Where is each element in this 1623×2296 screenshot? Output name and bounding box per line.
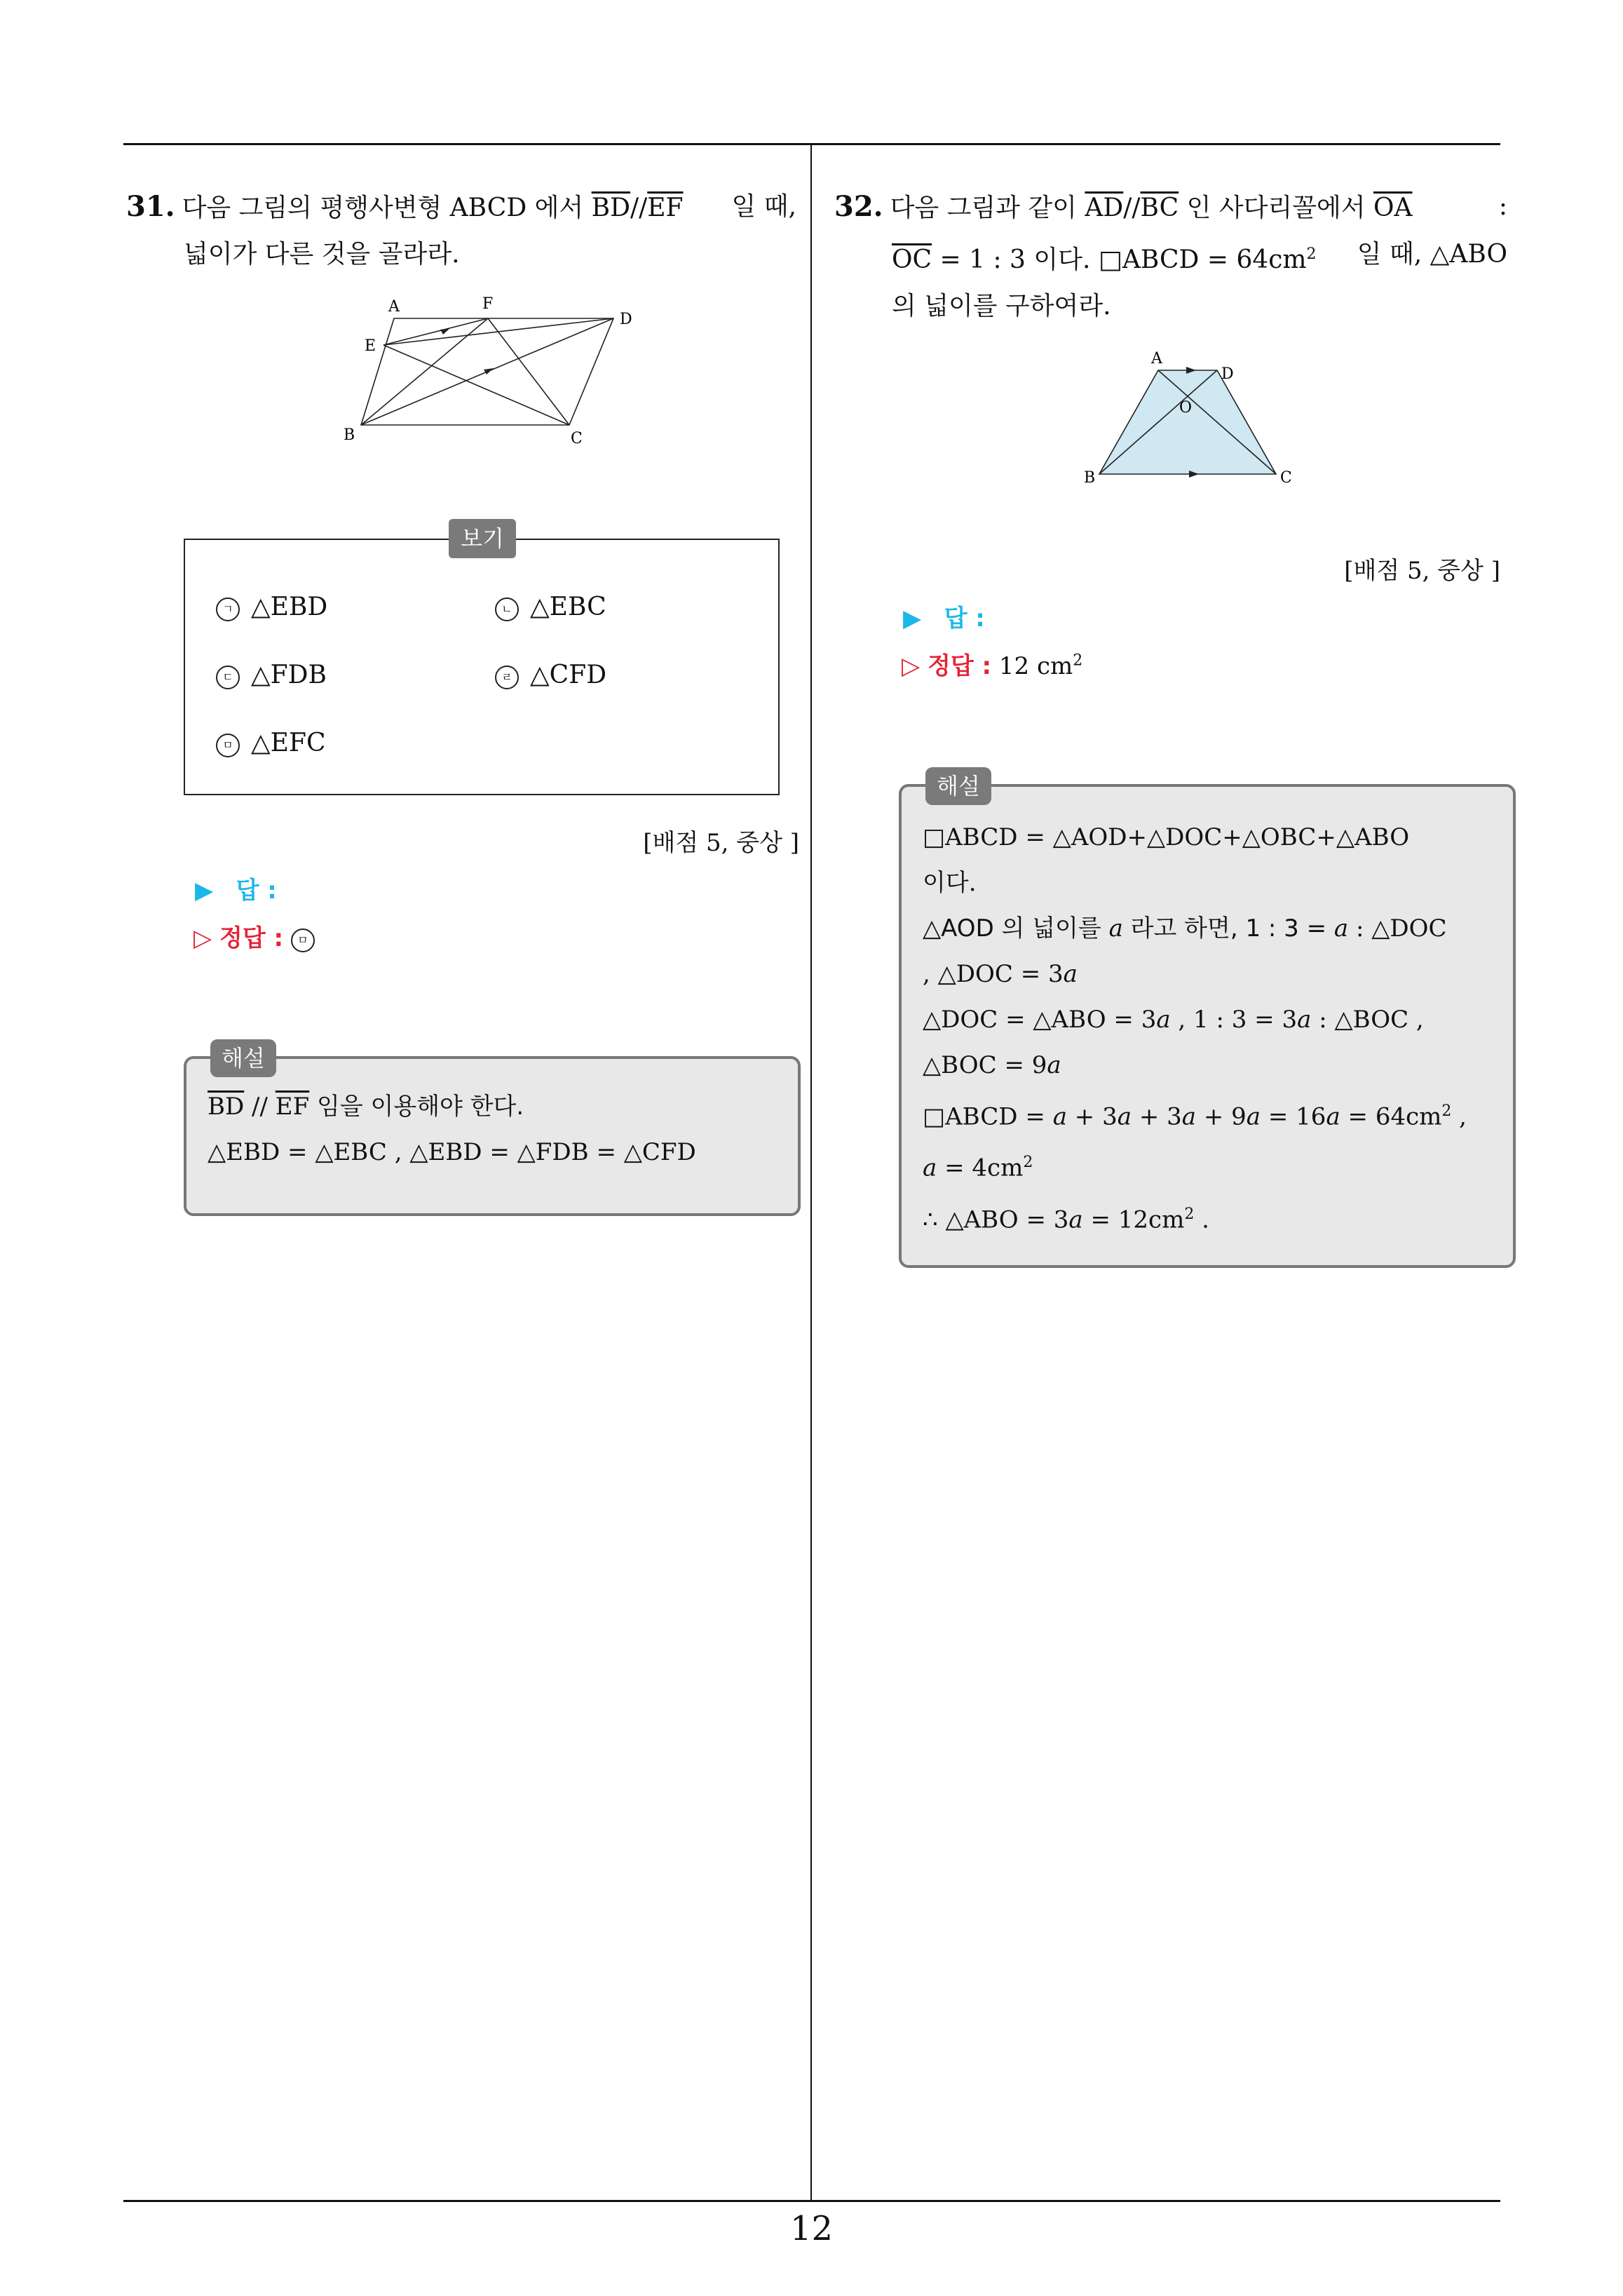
q32-exp-line2: 이다.	[923, 869, 977, 897]
label-a: A	[1151, 350, 1162, 367]
q31-explanation	[184, 1045, 801, 1216]
q32-exp-line5	[923, 997, 1498, 1043]
bottom-rule	[123, 2200, 1500, 2202]
var-a: a	[1333, 914, 1349, 943]
explanation-label: 해설	[210, 1039, 276, 1077]
q31-line2: 넓이가 다른 것을 골라라.	[184, 240, 460, 269]
answer-label: 답 :	[236, 877, 277, 905]
q32-line3: 의 넓이를 구하여라.	[892, 292, 1111, 320]
q32-text-b: 인 사다리꼴에서	[1186, 194, 1366, 222]
q32-text-end: 일 때, △ABO	[1357, 240, 1507, 269]
var-a: a	[1047, 1051, 1061, 1079]
q31-parallel: //	[630, 194, 648, 222]
q31-exp-line2: △EBD = △EBC , △EBD = △FDB = △CFD	[208, 1138, 696, 1166]
option-text: △EFC	[251, 729, 326, 757]
t: .	[1202, 1205, 1209, 1234]
correct-sup: 2	[1073, 651, 1083, 670]
t: : △DOC	[1356, 914, 1447, 943]
q31-seg-bd: $\overline{BD}$	[591, 194, 630, 222]
option-text: △EBD	[251, 593, 328, 621]
var-a: a	[1246, 1102, 1261, 1131]
q31-correct-line	[193, 919, 326, 953]
t: 라고 하면, 1 : 3 =	[1130, 914, 1327, 943]
q32-exp-line8	[923, 1140, 1498, 1191]
t: , △DOC = 3	[923, 960, 1064, 988]
trapezoid-abcd	[1099, 370, 1276, 474]
q31-exp-line1	[208, 1084, 696, 1130]
page-number: 12	[789, 2209, 834, 2248]
exp-text: 임을 이용해야 한다.	[309, 1093, 524, 1121]
var-a: a	[1063, 960, 1078, 988]
t: : △BOC ,	[1319, 1006, 1424, 1034]
bogi-box	[184, 525, 780, 795]
q32-parallel: //	[1123, 194, 1141, 222]
t: = 64cm	[1347, 1102, 1442, 1131]
label-d: D	[620, 311, 632, 328]
label-c: C	[571, 430, 583, 447]
label-o: O	[1179, 399, 1193, 417]
option-3	[216, 661, 327, 689]
q32-seg-bc: $\overline{BC}$	[1140, 194, 1179, 222]
q32-line1	[834, 184, 1507, 231]
q32-seg-oa: $\overline{OA}$	[1373, 194, 1413, 222]
option-1	[216, 593, 327, 621]
seg-ef: $\overline{EF}$	[275, 1093, 310, 1121]
var-a: a	[1108, 914, 1123, 943]
q31-number: 31.	[126, 190, 175, 223]
q32-exp-line6	[923, 1043, 1498, 1088]
q32-exp-line7: □ABCD = $a + 3a + 3a + 9a = 16a = 64cm^2$ ,	[923, 1102, 1467, 1131]
option-2	[495, 593, 606, 621]
arrow-bd	[484, 368, 494, 374]
q31-parallelogram-figure	[337, 296, 645, 464]
var-a: a	[1326, 1102, 1340, 1131]
q32-answer-line	[903, 599, 985, 633]
option-marker: ㄹ	[495, 666, 519, 689]
play-arrow-icon: ▶	[195, 877, 214, 905]
q32-exp-line9	[923, 1191, 1498, 1243]
q32-ratio: = 1 : 3 이다.	[939, 245, 1091, 274]
q32-trapezoid-figure	[1073, 342, 1325, 497]
q32-text-a: 다음 그림과 같이	[890, 194, 1077, 222]
t: , 1 : 3 = 3	[1178, 1006, 1298, 1034]
outline-arrow-icon: ▷	[902, 652, 921, 680]
segment-fc	[488, 318, 569, 425]
q31-seg-ef: $\overline{EF}$	[647, 194, 684, 222]
q32-number: 32.	[834, 190, 883, 223]
t: + 3	[1139, 1102, 1182, 1131]
q32-line2	[834, 231, 1507, 283]
label-b: B	[1084, 469, 1096, 487]
t: + 3	[1074, 1102, 1118, 1131]
q32-score: [배점 5, 중상 ]	[1344, 557, 1500, 585]
q31-text-a: 다음 그림의 평행사변형 ABCD 에서	[182, 194, 584, 222]
question-31	[126, 184, 799, 1166]
label-d: D	[1221, 365, 1234, 383]
sup: 2	[1441, 1102, 1452, 1120]
option-marker: ㅁ	[216, 734, 240, 757]
play-arrow-icon: ▶	[903, 605, 922, 633]
option-text: △CFD	[530, 661, 607, 689]
label-b: B	[344, 426, 355, 444]
explanation-label: 해설	[925, 767, 991, 805]
seg-bd: $\overline{BD}$	[208, 1093, 245, 1121]
correct-label: 정답 :	[927, 652, 992, 680]
t: = 12cm	[1090, 1205, 1185, 1234]
t: △BOC = 9	[923, 1051, 1047, 1079]
q32-seg-ad: $\overline{AD}$	[1085, 194, 1124, 222]
sup: 2	[1023, 1154, 1033, 1172]
t: □ABCD =	[923, 1102, 1045, 1131]
var-a: a	[1297, 1006, 1312, 1034]
q31-score: [배점 5, 중상 ]	[643, 829, 799, 857]
bogi-label: 보기	[449, 519, 516, 558]
correct-marker: ㅁ	[291, 928, 315, 952]
label-f: F	[482, 296, 494, 313]
option-marker: ㄱ	[216, 597, 240, 621]
q32-correct-line	[902, 647, 1082, 681]
q32-colon: :	[1498, 192, 1507, 221]
option-text: △FDB	[251, 661, 327, 689]
option-4	[495, 661, 606, 689]
option-text: △EBC	[530, 593, 606, 621]
top-rule	[123, 143, 1500, 145]
q31-line1	[126, 184, 796, 231]
label-e: E	[365, 337, 376, 355]
question-32	[834, 184, 1507, 1234]
q32-area: □ABCD = 64cm	[1098, 245, 1307, 274]
arrow-ef	[440, 328, 450, 335]
sup: 2	[1184, 1205, 1195, 1223]
var-a: a	[1181, 1102, 1197, 1131]
parallel: //	[244, 1093, 276, 1121]
t: = 4cm	[944, 1154, 1024, 1182]
outline-arrow-icon: ▷	[193, 924, 212, 952]
option-marker: ㄷ	[216, 666, 240, 689]
q31-answer-line	[195, 871, 277, 905]
t: + 9	[1203, 1102, 1247, 1131]
t: △AOD 의 넓이를	[923, 914, 1101, 943]
label-c: C	[1280, 469, 1292, 487]
q32-sup: 2	[1306, 245, 1317, 263]
var-a: a	[923, 1154, 937, 1182]
t: △DOC = △ABO = 3	[923, 1006, 1157, 1034]
t: ∴ △ABO = 3	[923, 1205, 1069, 1234]
q32-exp-line1: □ABCD = △AOD+△DOC+△OBC+△ABO	[923, 823, 1410, 851]
answer-label: 답 :	[944, 605, 985, 633]
label-a: A	[388, 298, 400, 316]
q32-exp-line4	[923, 952, 1498, 997]
q32-exp-line3	[923, 906, 1498, 952]
var-a: a	[1156, 1006, 1171, 1034]
var-a: a	[1068, 1205, 1083, 1234]
t: = 16	[1268, 1102, 1326, 1131]
q32-explanation	[899, 773, 1516, 1268]
option-marker: ㄴ	[495, 597, 519, 621]
segment-ec	[383, 345, 569, 425]
var-a: a	[1117, 1102, 1132, 1131]
correct-label: 정답 :	[219, 924, 284, 952]
var-a: a	[1052, 1102, 1067, 1131]
correct-value: 12 cm	[998, 652, 1073, 680]
column-divider	[810, 144, 812, 2201]
q31-text-end: 일 때,	[731, 192, 796, 221]
option-5	[216, 729, 326, 757]
q32-seg-oc: $\overline{OC}$	[892, 245, 932, 274]
